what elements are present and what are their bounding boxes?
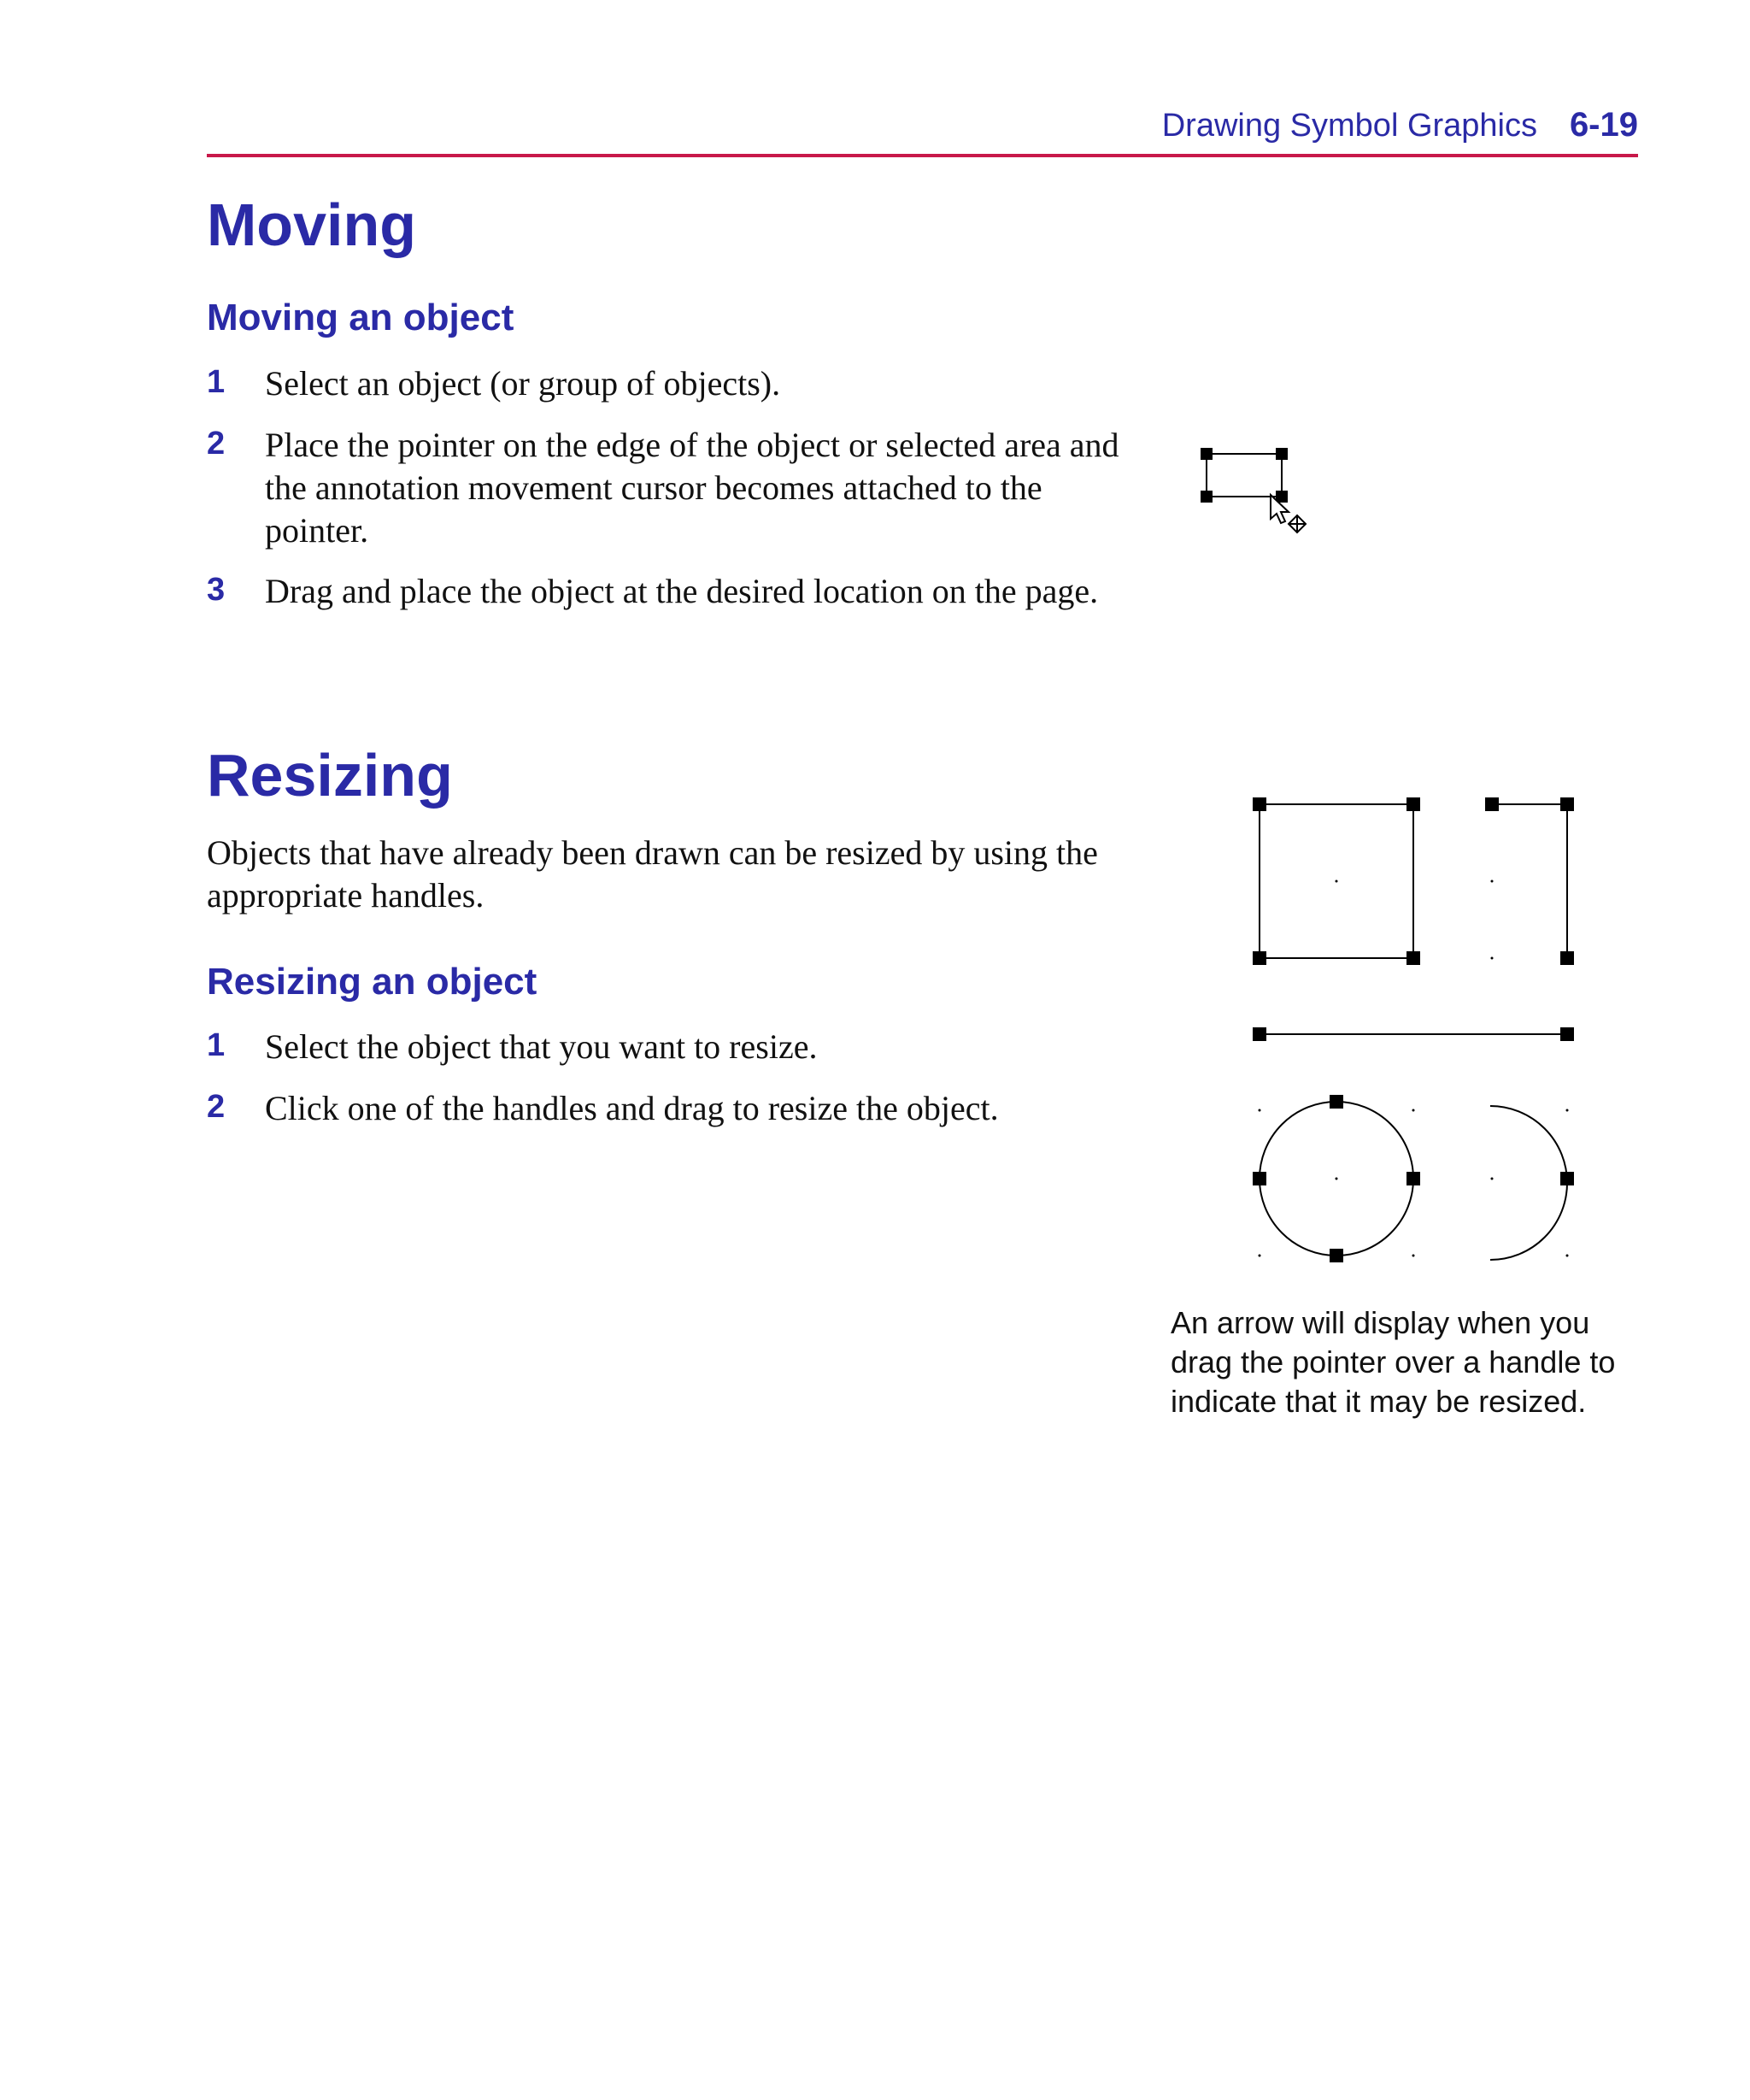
resize-handle [1276,448,1288,460]
resizing-subheading: Resizing an object [207,961,537,1003]
resize-figure-caption: An arrow will display when you drag the pointer over a handle to indicate that it may be resized. [1171,1305,1616,1419]
resize-handle [1201,491,1213,503]
step-number: 1 [207,364,226,400]
square-shape [1253,797,1420,965]
step-text: Click one of the handles and drag to resize the object. [265,1089,999,1127]
moving-heading: Moving [207,191,416,258]
move-cursor-icon [1271,495,1306,532]
step-text: Select the object that you want to resize. [265,1027,818,1066]
resizing-intro: Objects that have already been drawn can be resized by using the appropriate handles. [207,833,1098,915]
resize-handle [1201,448,1213,460]
circle-shape [1253,1095,1420,1262]
step-text: Drag and place the object at the desired location on the page. [265,572,1099,610]
arc-shape [1490,1106,1574,1260]
step-text: Place the pointer on the edge of the object or selected area and the annotation movement cursor becomes attached to the pointer. [265,426,1119,550]
step-number: 2 [207,426,226,462]
step-text: Select an object (or group of objects). [265,364,781,403]
moving-subheading: Moving an object [207,297,514,338]
step-number: 3 [207,572,226,608]
bracket-shape [1485,797,1574,965]
step-number: 2 [207,1089,226,1125]
step-number: 1 [207,1027,226,1063]
selected-rectangle [1207,454,1282,497]
move-cursor-figure [1188,440,1342,534]
line-shape [1253,1027,1574,1041]
header-section-title: Drawing Symbol Graphics [1161,108,1537,144]
header-page-number: 6-19 [1569,106,1638,144]
resize-handles-figure [1230,786,1589,1282]
resizing-heading: Resizing [207,742,453,809]
page-header [207,101,1638,157]
